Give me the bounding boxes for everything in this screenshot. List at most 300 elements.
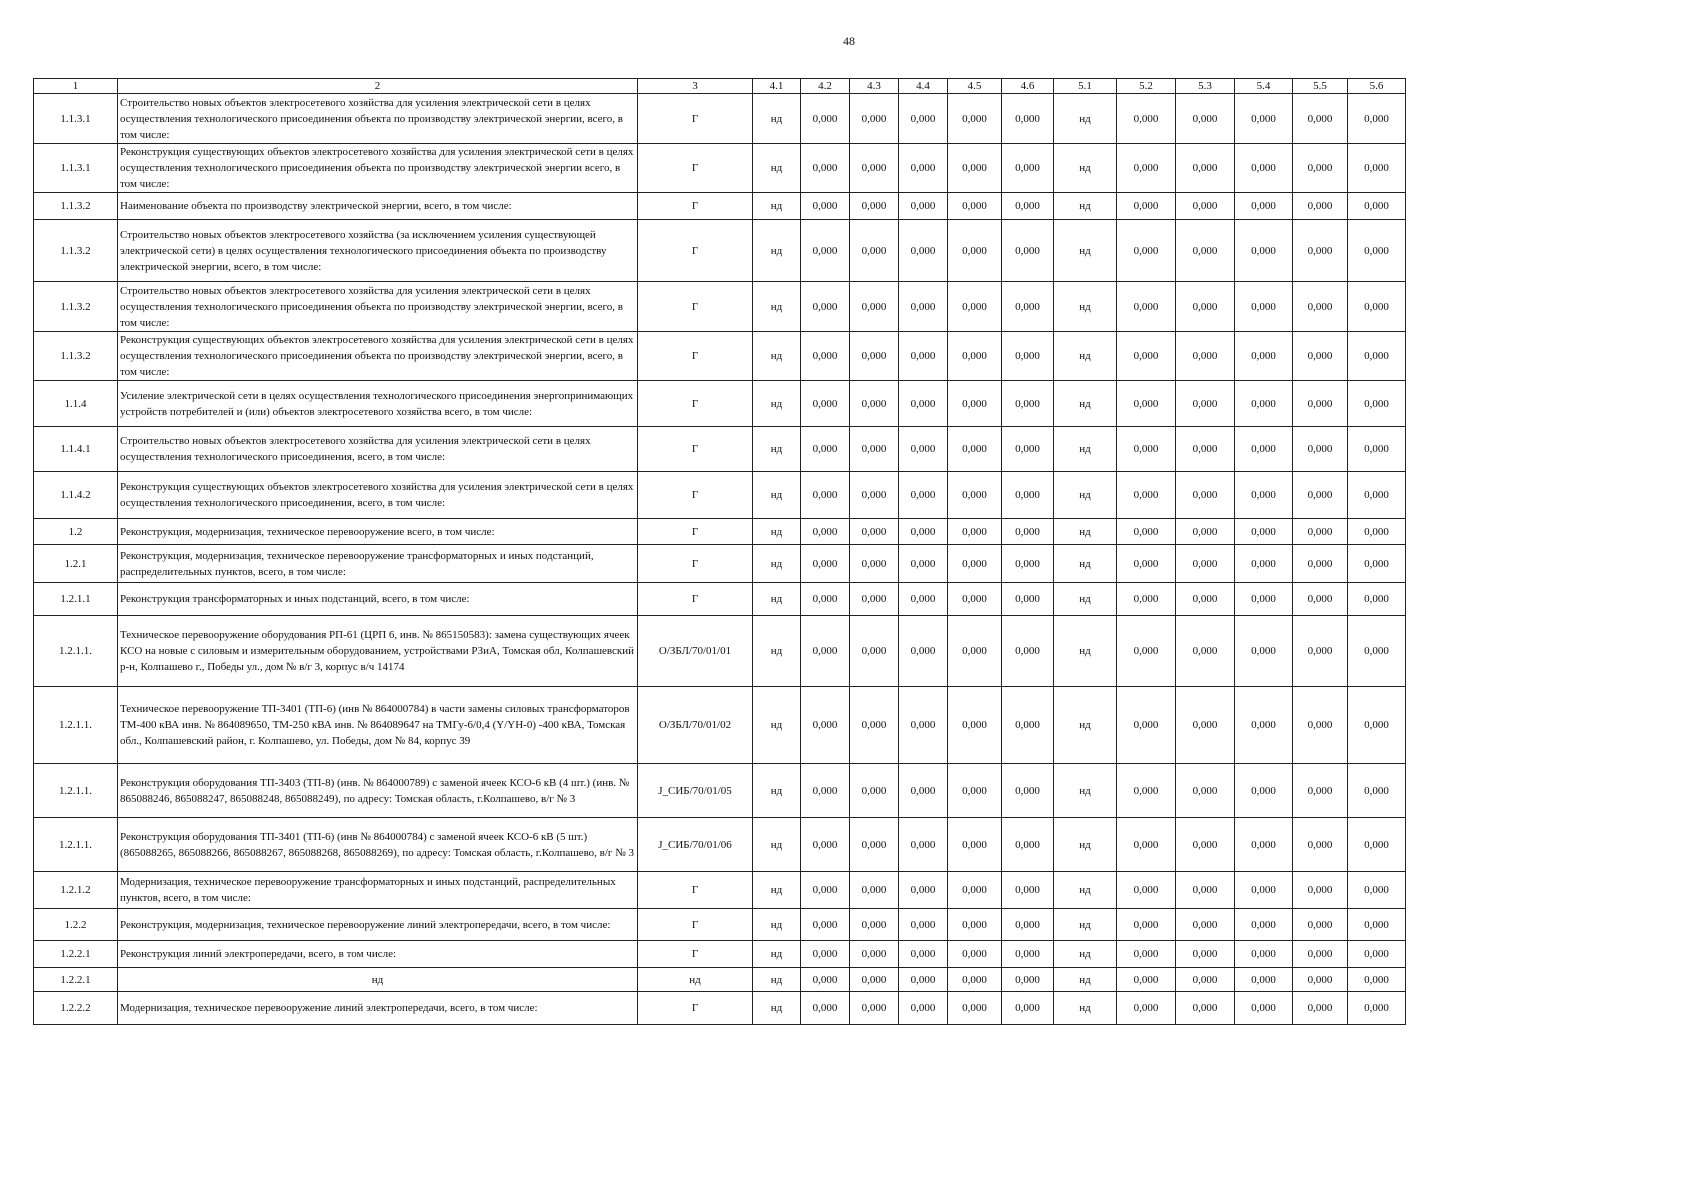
value-cell: 0,000 (1293, 545, 1348, 583)
column-header: 4.5 (948, 79, 1002, 94)
row-number-cell: 1.1.3.2 (34, 332, 118, 381)
value-cell: нд (1054, 332, 1117, 381)
value-cell: 0,000 (801, 519, 850, 545)
item-name-cell: Модернизация, техническое перевооружение трансформаторных и иных подстанций, распределительных пунктов, всего, в том числе: (118, 872, 638, 909)
value-cell: 0,000 (899, 583, 948, 616)
value-cell: 0,000 (1002, 616, 1054, 687)
value-cell: 0,000 (1348, 616, 1406, 687)
investment-program-table (33, 78, 1406, 1025)
value-cell: 0,000 (1117, 472, 1176, 519)
item-name-cell: Строительство новых объектов электросетевого хозяйства для усиления электрической сети в целях осуществления технологического присоединения объекта по производству электрической энергии, всего, в том числе: (118, 94, 638, 144)
value-cell: нд (1054, 94, 1117, 144)
value-cell: 0,000 (1176, 872, 1235, 909)
table-row (34, 220, 1406, 282)
value-cell: 0,000 (1235, 909, 1293, 941)
value-cell: 0,000 (1176, 909, 1235, 941)
item-name-cell: Реконструкция оборудования ТП-3401 (ТП-6) (инв № 864000784) с заменой ячеек КСО-6 кВ (5 шт.) (865088265, 865088266, 865088267, 865088268, 865088269), по адресу: Томская область, г.Колпашево, в/г № 3 (118, 818, 638, 872)
item-name-cell: Реконструкция трансформаторных и иных подстанций, всего, в том числе: (118, 583, 638, 616)
value-cell: 0,000 (1235, 144, 1293, 193)
value-cell: 0,000 (948, 144, 1002, 193)
row-number-cell: 1.2.2.2 (34, 992, 118, 1025)
value-cell: 0,000 (899, 381, 948, 427)
item-name-cell: Реконструкция оборудования ТП-3403 (ТП-8) (инв. № 864000789) с заменой ячеек КСО-6 кВ (4 шт.) (инв. № 865088246, 865088247, 865088248, 865088249), по адресу: Томская область, г.Колпашево, в/г № 3 (118, 764, 638, 818)
project-code-cell: Г (638, 872, 753, 909)
value-cell: 0,000 (1176, 381, 1235, 427)
value-cell: 0,000 (1002, 144, 1054, 193)
value-cell: 0,000 (1117, 872, 1176, 909)
value-cell: 0,000 (899, 616, 948, 687)
value-cell: нд (753, 992, 801, 1025)
value-cell: нд (1054, 472, 1117, 519)
item-name-cell: Реконструкция, модернизация, техническое перевооружение трансформаторных и иных подстанций, распределительных пунктов, всего, в том числе: (118, 545, 638, 583)
value-cell: 0,000 (899, 220, 948, 282)
value-cell: 0,000 (1348, 381, 1406, 427)
value-cell: нд (753, 220, 801, 282)
value-cell: 0,000 (1002, 427, 1054, 472)
value-cell: 0,000 (1235, 427, 1293, 472)
value-cell: 0,000 (801, 94, 850, 144)
value-cell: нд (1054, 381, 1117, 427)
value-cell: 0,000 (948, 427, 1002, 472)
value-cell: 0,000 (948, 909, 1002, 941)
project-code-cell: нд (638, 968, 753, 992)
value-cell: нд (753, 909, 801, 941)
value-cell: 0,000 (1176, 282, 1235, 332)
item-name-cell: Строительство новых объектов электросетевого хозяйства для усиления электрической сети в целях осуществления технологического присоединения объекта по производству электрической энергии, всего, в том числе: (118, 282, 638, 332)
row-number-cell: 1.1.4 (34, 381, 118, 427)
value-cell: 0,000 (1117, 583, 1176, 616)
value-cell: 0,000 (850, 764, 899, 818)
value-cell: 0,000 (850, 909, 899, 941)
column-header: 4.3 (850, 79, 899, 94)
value-cell: 0,000 (1176, 687, 1235, 764)
value-cell: 0,000 (1293, 94, 1348, 144)
value-cell: 0,000 (1176, 427, 1235, 472)
value-cell: 0,000 (1117, 616, 1176, 687)
value-cell: нд (753, 872, 801, 909)
value-cell: нд (753, 332, 801, 381)
row-number-cell: 1.2.2.1 (34, 968, 118, 992)
column-header: 3 (638, 79, 753, 94)
row-number-cell: 1.1.3.2 (34, 193, 118, 220)
value-cell: 0,000 (948, 616, 1002, 687)
value-cell: нд (1054, 687, 1117, 764)
value-cell: 0,000 (801, 472, 850, 519)
project-code-cell: Г (638, 992, 753, 1025)
column-header: 4.1 (753, 79, 801, 94)
value-cell: 0,000 (899, 992, 948, 1025)
table-body (34, 79, 1406, 1025)
value-cell: 0,000 (850, 687, 899, 764)
value-cell: 0,000 (899, 545, 948, 583)
column-header: 4.4 (899, 79, 948, 94)
value-cell: нд (753, 968, 801, 992)
row-number-cell: 1.1.4.1 (34, 427, 118, 472)
value-cell: 0,000 (1348, 941, 1406, 968)
item-name-cell: Техническое перевооружение ТП-3401 (ТП-6) (инв № 864000784) в части замены силовых трансформаторов ТМ-400 кВА инв. № 864089650, ТМ-250 кВА инв. № 864089647 на ТМГу-6/0,4 (Y/YН-0) -400 кВА, Томская обл., Колпашевский район, г. Колпашево, ул. Победы, дом № 84, корпус 39 (118, 687, 638, 764)
value-cell: 0,000 (801, 616, 850, 687)
value-cell: 0,000 (948, 332, 1002, 381)
value-cell: 0,000 (850, 472, 899, 519)
project-code-cell: Г (638, 332, 753, 381)
value-cell: 0,000 (1117, 144, 1176, 193)
value-cell: нд (753, 545, 801, 583)
value-cell: 0,000 (1348, 968, 1406, 992)
project-code-cell: O/ЗБЛ/70/01/02 (638, 687, 753, 764)
row-number-cell: 1.2 (34, 519, 118, 545)
value-cell: 0,000 (1117, 687, 1176, 764)
project-code-cell: Г (638, 193, 753, 220)
value-cell: нд (1054, 220, 1117, 282)
value-cell: 0,000 (899, 872, 948, 909)
value-cell: нд (1054, 545, 1117, 583)
value-cell: 0,000 (1002, 818, 1054, 872)
value-cell: 0,000 (1117, 992, 1176, 1025)
value-cell: 0,000 (1348, 992, 1406, 1025)
project-code-cell: Г (638, 472, 753, 519)
value-cell: 0,000 (899, 94, 948, 144)
value-cell: 0,000 (850, 519, 899, 545)
value-cell: 0,000 (1235, 687, 1293, 764)
value-cell: 0,000 (1117, 193, 1176, 220)
value-cell: 0,000 (948, 282, 1002, 332)
value-cell: 0,000 (1002, 545, 1054, 583)
item-name-cell: Реконструкция существующих объектов электросетевого хозяйства для усиления электрической сети в целях осуществления технологического присоединения объекта по производству электрической энергии всего, в том числе: (118, 144, 638, 193)
column-header: 5.5 (1293, 79, 1348, 94)
value-cell: 0,000 (801, 818, 850, 872)
row-number-cell: 1.2.1.1. (34, 687, 118, 764)
page-number: 48 (843, 34, 855, 48)
value-cell: 0,000 (1117, 764, 1176, 818)
value-cell: 0,000 (850, 220, 899, 282)
value-cell: 0,000 (1348, 94, 1406, 144)
value-cell: 0,000 (1002, 519, 1054, 545)
value-cell: 0,000 (801, 583, 850, 616)
value-cell: 0,000 (1348, 193, 1406, 220)
value-cell: 0,000 (899, 193, 948, 220)
value-cell: 0,000 (948, 764, 1002, 818)
value-cell: 0,000 (850, 941, 899, 968)
value-cell: 0,000 (899, 427, 948, 472)
value-cell: 0,000 (1293, 616, 1348, 687)
table-row (34, 545, 1406, 583)
value-cell: 0,000 (1176, 519, 1235, 545)
value-cell: 0,000 (1235, 282, 1293, 332)
table-row (34, 193, 1406, 220)
value-cell: 0,000 (1117, 94, 1176, 144)
project-code-cell: Г (638, 220, 753, 282)
value-cell: нд (1054, 992, 1117, 1025)
value-cell: 0,000 (1002, 94, 1054, 144)
value-cell: нд (753, 519, 801, 545)
value-cell: нд (1054, 144, 1117, 193)
value-cell: 0,000 (948, 583, 1002, 616)
value-cell: 0,000 (1293, 872, 1348, 909)
value-cell: 0,000 (1117, 941, 1176, 968)
project-code-cell: Г (638, 941, 753, 968)
value-cell: нд (1054, 282, 1117, 332)
value-cell: 0,000 (801, 687, 850, 764)
row-number-cell: 1.1.4.2 (34, 472, 118, 519)
value-cell: 0,000 (1235, 818, 1293, 872)
value-cell: 0,000 (1117, 427, 1176, 472)
row-number-cell: 1.2.1.2 (34, 872, 118, 909)
value-cell: нд (1054, 909, 1117, 941)
value-cell: 0,000 (850, 381, 899, 427)
value-cell: 0,000 (1117, 968, 1176, 992)
value-cell: 0,000 (1348, 282, 1406, 332)
value-cell: 0,000 (1293, 427, 1348, 472)
value-cell: 0,000 (1176, 968, 1235, 992)
value-cell: 0,000 (1293, 992, 1348, 1025)
value-cell: 0,000 (1293, 144, 1348, 193)
value-cell: 0,000 (801, 992, 850, 1025)
value-cell: 0,000 (1002, 193, 1054, 220)
value-cell: 0,000 (801, 941, 850, 968)
value-cell: 0,000 (1176, 94, 1235, 144)
value-cell: 0,000 (1293, 193, 1348, 220)
value-cell: 0,000 (850, 992, 899, 1025)
table-row (34, 764, 1406, 818)
value-cell: 0,000 (1235, 616, 1293, 687)
value-cell: 0,000 (1117, 818, 1176, 872)
project-code-cell: Г (638, 144, 753, 193)
value-cell: 0,000 (1348, 909, 1406, 941)
value-cell: 0,000 (801, 332, 850, 381)
value-cell: 0,000 (899, 472, 948, 519)
project-code-cell: Г (638, 381, 753, 427)
value-cell: 0,000 (1235, 519, 1293, 545)
value-cell: 0,000 (899, 144, 948, 193)
value-cell: 0,000 (948, 545, 1002, 583)
value-cell: 0,000 (801, 193, 850, 220)
value-cell: 0,000 (1235, 332, 1293, 381)
row-number-cell: 1.2.1.1. (34, 764, 118, 818)
value-cell: 0,000 (948, 519, 1002, 545)
value-cell: 0,000 (1293, 381, 1348, 427)
value-cell: 0,000 (1002, 992, 1054, 1025)
value-cell: 0,000 (1176, 941, 1235, 968)
value-cell: 0,000 (801, 427, 850, 472)
value-cell: нд (1054, 427, 1117, 472)
table-row (34, 94, 1406, 144)
value-cell: 0,000 (850, 968, 899, 992)
column-header: 4.6 (1002, 79, 1054, 94)
value-cell: 0,000 (899, 282, 948, 332)
row-number-cell: 1.2.1.1. (34, 818, 118, 872)
row-number-cell: 1.1.3.2 (34, 220, 118, 282)
item-name-cell: Реконструкция существующих объектов электросетевого хозяйства для усиления электрической сети в целях осуществления технологического присоединения объекта по производству электрической энергии, всего, в том числе: (118, 332, 638, 381)
value-cell: 0,000 (1002, 583, 1054, 616)
column-header: 2 (118, 79, 638, 94)
value-cell: 0,000 (1235, 872, 1293, 909)
value-cell: 0,000 (801, 968, 850, 992)
item-name-cell: Реконструкция существующих объектов электросетевого хозяйства для усиления электрической сети в целях осуществления технологического присоединения, всего, в том числе: (118, 472, 638, 519)
value-cell: 0,000 (1293, 332, 1348, 381)
value-cell: 0,000 (1293, 282, 1348, 332)
value-cell: 0,000 (801, 282, 850, 332)
column-header: 5.3 (1176, 79, 1235, 94)
value-cell: нд (753, 282, 801, 332)
value-cell: 0,000 (1117, 282, 1176, 332)
value-cell: 0,000 (1293, 220, 1348, 282)
row-number-cell: 1.2.1.1 (34, 583, 118, 616)
value-cell: 0,000 (1002, 220, 1054, 282)
value-cell: 0,000 (801, 764, 850, 818)
value-cell: 0,000 (1002, 687, 1054, 764)
row-number-cell: 1.1.3.1 (34, 144, 118, 193)
value-cell: 0,000 (850, 872, 899, 909)
value-cell: 0,000 (1002, 764, 1054, 818)
table-row (34, 992, 1406, 1025)
value-cell: 0,000 (1002, 282, 1054, 332)
value-cell: 0,000 (899, 764, 948, 818)
value-cell: нд (753, 941, 801, 968)
value-cell: 0,000 (1348, 583, 1406, 616)
value-cell: 0,000 (948, 193, 1002, 220)
table-row (34, 687, 1406, 764)
value-cell: 0,000 (1117, 332, 1176, 381)
table-row (34, 381, 1406, 427)
value-cell: 0,000 (1002, 909, 1054, 941)
value-cell: 0,000 (1348, 872, 1406, 909)
value-cell: 0,000 (1348, 687, 1406, 764)
value-cell: 0,000 (1176, 193, 1235, 220)
value-cell: 0,000 (1176, 764, 1235, 818)
value-cell: нд (753, 94, 801, 144)
value-cell: 0,000 (1117, 220, 1176, 282)
value-cell: 0,000 (1176, 220, 1235, 282)
project-code-cell: Г (638, 519, 753, 545)
value-cell: нд (753, 427, 801, 472)
item-name-cell: нд (118, 968, 638, 992)
project-code-cell: Г (638, 282, 753, 332)
column-header: 4.2 (801, 79, 850, 94)
table-row (34, 616, 1406, 687)
value-cell: 0,000 (1348, 472, 1406, 519)
value-cell: 0,000 (948, 220, 1002, 282)
value-cell: 0,000 (850, 193, 899, 220)
value-cell: 0,000 (801, 872, 850, 909)
value-cell: 0,000 (1235, 992, 1293, 1025)
value-cell: нд (753, 583, 801, 616)
value-cell: 0,000 (1176, 472, 1235, 519)
value-cell: 0,000 (1002, 332, 1054, 381)
value-cell: 0,000 (1176, 818, 1235, 872)
value-cell: 0,000 (1293, 472, 1348, 519)
project-code-cell: J_СИБ/70/01/06 (638, 818, 753, 872)
value-cell: 0,000 (899, 941, 948, 968)
value-cell: нд (753, 687, 801, 764)
value-cell: 0,000 (1348, 220, 1406, 282)
value-cell: 0,000 (1176, 144, 1235, 193)
value-cell: нд (1054, 818, 1117, 872)
value-cell: 0,000 (948, 941, 1002, 968)
header-row (34, 79, 1406, 94)
value-cell: нд (753, 193, 801, 220)
value-cell: нд (753, 472, 801, 519)
value-cell: нд (753, 764, 801, 818)
value-cell: 0,000 (1002, 941, 1054, 968)
value-cell: 0,000 (948, 94, 1002, 144)
value-cell: 0,000 (948, 872, 1002, 909)
project-code-cell: O/ЗБЛ/70/01/01 (638, 616, 753, 687)
item-name-cell: Наименование объекта по производству электрической энергии, всего, в том числе: (118, 193, 638, 220)
value-cell: нд (1054, 616, 1117, 687)
value-cell: 0,000 (1348, 144, 1406, 193)
value-cell: 0,000 (850, 94, 899, 144)
value-cell: 0,000 (1293, 519, 1348, 545)
table-row (34, 968, 1406, 992)
value-cell: 0,000 (948, 818, 1002, 872)
value-cell: 0,000 (1002, 472, 1054, 519)
table-row (34, 909, 1406, 941)
project-code-cell: Г (638, 94, 753, 144)
value-cell: нд (753, 818, 801, 872)
value-cell: нд (1054, 872, 1117, 909)
item-name-cell: Техническое перевооружение оборудования РП-61 (ЦРП 6, инв. № 865150583): замена существующих ячеек КСО на новые с силовым и измерительным оборудованием, устройствами РЗиА, Томская обл, Колпашевский р-н, Колпашево г., Победы ул., дом № в/г 3, корпус в/ч 14174 (118, 616, 638, 687)
column-header: 1 (34, 79, 118, 94)
value-cell: 0,000 (1293, 687, 1348, 764)
column-header: 5.2 (1117, 79, 1176, 94)
value-cell: 0,000 (948, 472, 1002, 519)
value-cell: 0,000 (801, 144, 850, 193)
value-cell: 0,000 (1176, 545, 1235, 583)
value-cell: нд (1054, 968, 1117, 992)
value-cell: 0,000 (1348, 545, 1406, 583)
value-cell: нд (1054, 519, 1117, 545)
value-cell: нд (1054, 764, 1117, 818)
project-code-cell: J_СИБ/70/01/05 (638, 764, 753, 818)
value-cell: 0,000 (1235, 583, 1293, 616)
column-header: 5.4 (1235, 79, 1293, 94)
table-row (34, 144, 1406, 193)
value-cell: 0,000 (1117, 381, 1176, 427)
value-cell: 0,000 (1348, 427, 1406, 472)
item-name-cell: Реконструкция, модернизация, техническое перевооружение линий электропередачи, всего, в том числе: (118, 909, 638, 941)
value-cell: 0,000 (1293, 941, 1348, 968)
value-cell: 0,000 (1176, 992, 1235, 1025)
item-name-cell: Реконструкция линий электропередачи, всего, в том числе: (118, 941, 638, 968)
column-header: 5.1 (1054, 79, 1117, 94)
value-cell: 0,000 (801, 220, 850, 282)
value-cell: 0,000 (899, 968, 948, 992)
value-cell: 0,000 (1176, 616, 1235, 687)
table-row (34, 941, 1406, 968)
value-cell: 0,000 (1235, 381, 1293, 427)
table-row (34, 872, 1406, 909)
column-header: 5.6 (1348, 79, 1406, 94)
value-cell: 0,000 (1235, 941, 1293, 968)
value-cell: 0,000 (1117, 909, 1176, 941)
item-name-cell: Строительство новых объектов электросетевого хозяйства (за исключением усиления существующей электрической сети) в целях осуществления технологического присоединения объекта по производству электрической энергии, всего, в том числе: (118, 220, 638, 282)
project-code-cell: Г (638, 909, 753, 941)
value-cell: 0,000 (948, 992, 1002, 1025)
value-cell: 0,000 (1235, 545, 1293, 583)
value-cell: 0,000 (801, 381, 850, 427)
value-cell: 0,000 (1293, 968, 1348, 992)
value-cell: 0,000 (850, 545, 899, 583)
value-cell: 0,000 (1002, 872, 1054, 909)
row-number-cell: 1.1.3.1 (34, 94, 118, 144)
row-number-cell: 1.1.3.2 (34, 282, 118, 332)
value-cell: 0,000 (850, 818, 899, 872)
value-cell: 0,000 (1348, 818, 1406, 872)
value-cell: нд (753, 616, 801, 687)
table-row (34, 472, 1406, 519)
value-cell: 0,000 (948, 968, 1002, 992)
value-cell: 0,000 (1348, 519, 1406, 545)
